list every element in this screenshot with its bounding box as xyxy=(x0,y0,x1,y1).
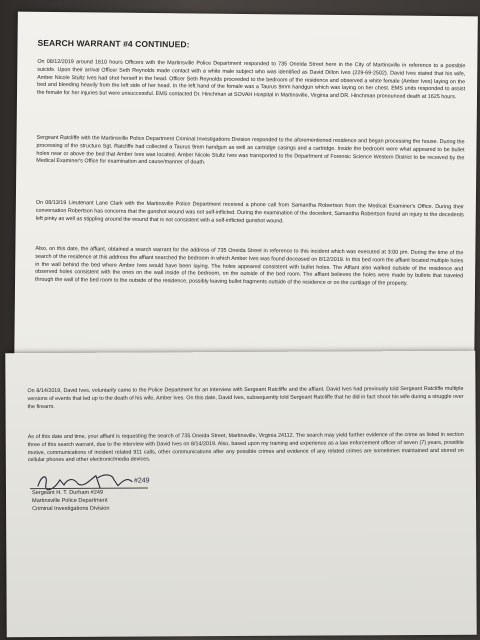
signature-badge-scrawl: #249 xyxy=(133,477,150,485)
paragraph-processing: Sergeant Ratcliffe with the Martinsville Police Department Criminal Investigations Division responded to the aforementioned residence and began processing the house. During the processing of the structure Sgt. Ratcliffe had collected a Taurus 9mm handgun as well as cartridge casings and a cartridge. Inside the bedroom were what appeared to be bullet holes near or above the bed that Amber Ives was located. Amber Nicole Stultz Ives was transported to the Department of Forensic Science Western District to be received by the Medical Examiner's Office for examination and cause/manner of death. xyxy=(36,135,465,166)
paragraph-search-warrant: Also, on this date, the affiant, obtained a search warrant for the address of 735 Oneida Street in reference to this incident which was executed at 3:00 pm. During the time of the search of the residence at this address the affiant searched the bedroom in which Amber Ives was found deceased on 8/12/2019. In this bed room the affiant located multiple holes in the wall behind the bed where Amber Ives would have been laying. The holes appeared consistent with bullet holes. The Affiant also walked outside of the residence and observed holes consistent with the ones on the wall inside of the bedroom, on the outside of the bed room. The affiant believes the holes were made by bullets that traveled through the wall of the bed room to the outside of the residence, possibly leaving bullet fragments outside of the residence or on the curtilage of the property. xyxy=(35,246,464,287)
paragraph-interview: On 8/14/2019, David Ives, voluntarily came to the Police Department for an interview with Sergeant Ratcliffe and the affiant. David Ives had previously told Sergeant Ratcliffe multiple versions of events that led up to the death of his wife, Amber Ives. On this date, David Ives, subsequently told Sergeant Ratcliffe that he did in fact shoot his wife during a struggle over the firearm. xyxy=(27,386,464,410)
document-heading: SEARCH WARRANT #4 CONTINUED: xyxy=(37,37,190,50)
paragraph-request: As of this date and time, your affiant is requesting the search of 735 Oneida Street, Martinsville, Virginia 24112. The search may yield further evidence of the crime as listed in section three of this search warrant, due to the interview with David Ives on 8/14/2019. Also, based upon my training and experience as a law enforcement officer of seven (7) years, possible motive, communications of incident related 911 calls, other communications after any possible crimes and evidence of any related crimes are sometimes maintained and stored on cellular phones and other electronic/media devices. xyxy=(27,432,464,464)
paragraph-incident-response: On 08/12/2019 around 1610 hours Officers with the Martinsville Police Department responded to 735 Oneida Street here in the City of Martinsville in reference to a possible suicide. Upon their arrival Officer Seth Reynolds made contact with a white male subject who was identified as David Dillon Ives (229-69-2502). David Ives stated that his wife, Amber Nicole Stultz Ives had shot herself in the head. Officer Seth Reynolds proceeded to the bedroom of the residence and observed a white female (Amber Ives) laying on the bed and bleeding heavily from the left side of her head. In the left hand of the female was a Taurus 9mm handgun which was laying on her chest. EMS units responded to assist the female for her injuries but were unsuccessful. EMS contacted Dr. Hinchman at SOVAH Hospital in Martinsville, Virginia and DR. Hinchman pronounced death at 1625 hours. xyxy=(36,59,466,100)
document-page-top xyxy=(14,12,478,373)
paragraph-medical-examiner: On 08/13/19 Lieutenant Lane Clark with the Martinsville Police Department received a phone call from Samantha Robertson from the Medical Examiner's Office. During their conversation Robertson has concerns that the gunshot wound was not self-inflicted. During the examination of the decedent, Samantha Robertson found an injury to the decedents left pinky as well as stippling around the wound that is not consistent with a self-inflicted gunshot wound. xyxy=(35,200,464,224)
signer-name: Sergeant H. T. Durham #249 xyxy=(31,489,104,497)
signer-division: Criminal Investigations Division xyxy=(32,506,110,513)
signer-department: Martinsville Police Department xyxy=(32,497,108,505)
document-page-bottom xyxy=(5,351,476,637)
signature-block xyxy=(32,489,110,514)
